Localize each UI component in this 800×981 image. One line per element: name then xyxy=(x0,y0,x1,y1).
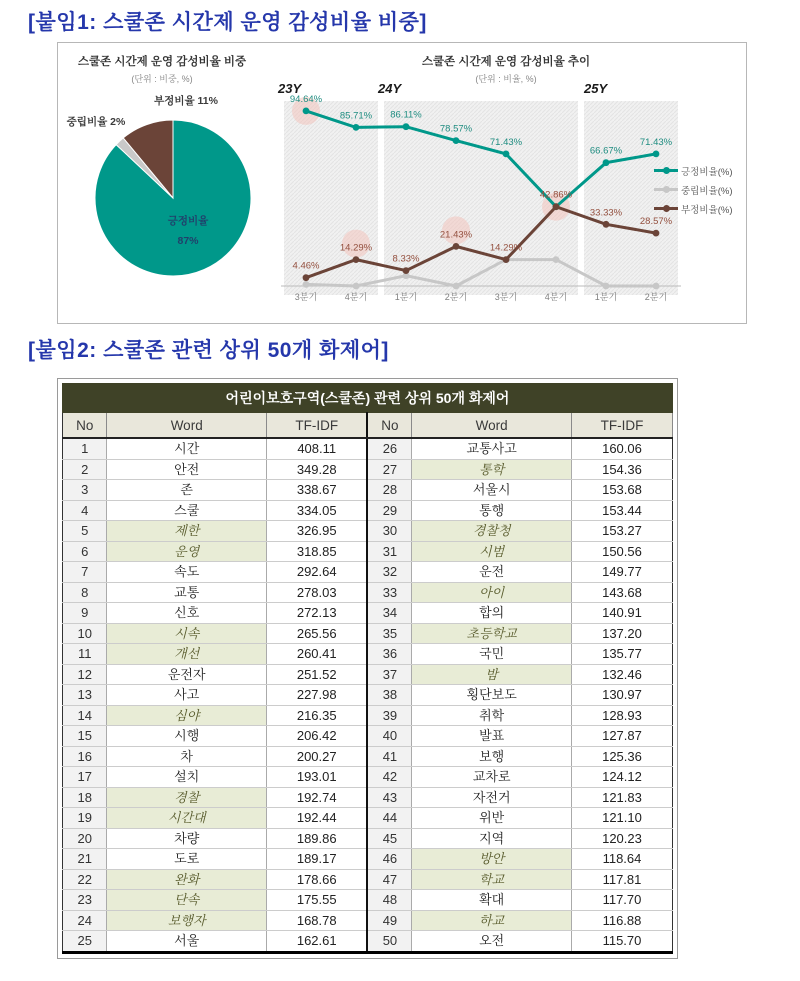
cell-tfidf: 116.88 xyxy=(571,910,672,931)
cell-tfidf: 272.13 xyxy=(266,603,367,624)
cell-tfidf: 153.27 xyxy=(571,521,672,542)
cell-word: 서울시 xyxy=(412,480,572,501)
cell-no: 11 xyxy=(63,644,107,665)
cell-no: 28 xyxy=(367,480,411,501)
cell-word: 시속 xyxy=(107,623,267,644)
cell-no: 1 xyxy=(63,438,107,459)
cell-tfidf: 260.41 xyxy=(266,644,367,665)
cell-tfidf: 150.56 xyxy=(571,541,672,562)
cell-no: 5 xyxy=(63,521,107,542)
cell-no: 45 xyxy=(367,828,411,849)
table-banner: 어린이보호구역(스쿨존) 관련 상위 50개 화제어 xyxy=(63,384,673,413)
keyword-table xyxy=(62,383,673,954)
cell-tfidf: 189.86 xyxy=(266,828,367,849)
col-header-tfidf-left: TF-IDF xyxy=(266,413,367,439)
pie-positive-label xyxy=(138,211,238,251)
cell-word: 교통 xyxy=(107,582,267,603)
cell-no: 2 xyxy=(63,459,107,480)
cell-word: 단속 xyxy=(107,890,267,911)
cell-word: 사고 xyxy=(107,685,267,706)
cell-no: 16 xyxy=(63,746,107,767)
svg-text:71.43%: 71.43% xyxy=(639,136,673,148)
cell-word: 운전자 xyxy=(107,664,267,685)
cell-tfidf: 160.06 xyxy=(571,438,672,459)
svg-text:42.86%: 42.86% xyxy=(539,189,573,201)
cell-tfidf: 216.35 xyxy=(266,705,367,726)
cell-tfidf: 193.01 xyxy=(266,767,367,788)
cell-no: 42 xyxy=(367,767,411,788)
cell-tfidf: 130.97 xyxy=(571,685,672,706)
cell-no: 33 xyxy=(367,582,411,603)
cell-no: 27 xyxy=(367,459,411,480)
cell-word: 자전거 xyxy=(412,787,572,808)
cell-tfidf: 292.64 xyxy=(266,562,367,583)
year-label-25y: 25Y xyxy=(584,81,608,96)
cell-word: 횡단보도 xyxy=(412,685,572,706)
legend-positive-label: 긍정비율(%) xyxy=(681,166,733,178)
cell-no: 36 xyxy=(367,644,411,665)
svg-text:4분기: 4분기 xyxy=(544,292,568,302)
cell-word: 국민 xyxy=(412,644,572,665)
svg-text:2분기: 2분기 xyxy=(444,292,468,302)
cell-no: 14 xyxy=(63,705,107,726)
table-row xyxy=(63,685,673,706)
table-row xyxy=(63,644,673,665)
cell-no: 26 xyxy=(367,438,411,459)
svg-text:66.67%: 66.67% xyxy=(589,145,623,157)
cell-tfidf: 153.68 xyxy=(571,480,672,501)
cell-tfidf: 120.23 xyxy=(571,828,672,849)
cell-word: 심야 xyxy=(107,705,267,726)
cell-no: 17 xyxy=(63,767,107,788)
cell-no: 34 xyxy=(367,603,411,624)
pie-neutral-label: 중립비율 2% xyxy=(66,116,126,128)
cell-tfidf: 118.64 xyxy=(571,849,672,870)
cell-word: 안전 xyxy=(107,459,267,480)
cell-word: 확대 xyxy=(412,890,572,911)
cell-tfidf: 189.17 xyxy=(266,849,367,870)
table-row xyxy=(63,869,673,890)
cell-tfidf: 265.56 xyxy=(266,623,367,644)
cell-tfidf: 132.46 xyxy=(571,664,672,685)
pie-negative-label: 부정비율 11% xyxy=(154,95,218,107)
cell-word: 신호 xyxy=(107,603,267,624)
svg-text:4분기: 4분기 xyxy=(344,292,368,302)
col-header-tfidf-right: TF-IDF xyxy=(571,413,672,439)
svg-text:85.71%: 85.71% xyxy=(339,110,373,122)
cell-word: 속도 xyxy=(107,562,267,583)
svg-text:3분기: 3분기 xyxy=(294,292,318,302)
cell-word: 오전 xyxy=(412,931,572,953)
cell-word: 운영 xyxy=(107,541,267,562)
cell-tfidf: 149.77 xyxy=(571,562,672,583)
table-row xyxy=(63,664,673,685)
table-row xyxy=(63,726,673,747)
cell-tfidf: 349.28 xyxy=(266,459,367,480)
cell-word: 완화 xyxy=(107,869,267,890)
cell-word: 경찰청 xyxy=(412,521,572,542)
cell-no: 10 xyxy=(63,623,107,644)
svg-text:33.33%: 33.33% xyxy=(589,207,623,219)
cell-no: 20 xyxy=(63,828,107,849)
cell-no: 3 xyxy=(63,480,107,501)
table-row xyxy=(63,828,673,849)
svg-text:8.33%: 8.33% xyxy=(392,253,420,265)
svg-text:71.43%: 71.43% xyxy=(489,136,523,148)
cell-word: 지역 xyxy=(412,828,572,849)
cell-no: 37 xyxy=(367,664,411,685)
cell-no: 41 xyxy=(367,746,411,767)
svg-text:86.11%: 86.11% xyxy=(390,109,422,121)
year-label-24y: 24Y xyxy=(378,81,402,96)
cell-no: 48 xyxy=(367,890,411,911)
table-row xyxy=(63,541,673,562)
cell-no: 31 xyxy=(367,541,411,562)
cell-word: 경찰 xyxy=(107,787,267,808)
cell-tfidf: 143.68 xyxy=(571,582,672,603)
cell-no: 6 xyxy=(63,541,107,562)
line-chart-section xyxy=(266,43,746,323)
cell-no: 25 xyxy=(63,931,107,953)
svg-text:1분기: 1분기 xyxy=(394,292,418,302)
cell-tfidf: 278.03 xyxy=(266,582,367,603)
cell-word: 초등학교 xyxy=(412,623,572,644)
cell-no: 21 xyxy=(63,849,107,870)
cell-no: 9 xyxy=(63,603,107,624)
table-row xyxy=(63,890,673,911)
cell-word: 교통사고 xyxy=(412,438,572,459)
cell-word: 차량 xyxy=(107,828,267,849)
cell-no: 18 xyxy=(63,787,107,808)
sentiment-chart-panel xyxy=(57,42,747,324)
pie-chart-section xyxy=(58,43,266,323)
cell-no: 24 xyxy=(63,910,107,931)
cell-tfidf: 227.98 xyxy=(266,685,367,706)
cell-tfidf: 125.36 xyxy=(571,746,672,767)
cell-tfidf: 153.44 xyxy=(571,500,672,521)
cell-tfidf: 140.91 xyxy=(571,603,672,624)
table-row xyxy=(63,459,673,480)
cell-no: 47 xyxy=(367,869,411,890)
cell-word: 취학 xyxy=(412,705,572,726)
legend-positive-line-icon xyxy=(654,169,678,172)
cell-no: 46 xyxy=(367,849,411,870)
cell-word: 발표 xyxy=(412,726,572,747)
cell-tfidf: 192.74 xyxy=(266,787,367,808)
svg-text:1분기: 1분기 xyxy=(594,292,618,302)
cell-no: 15 xyxy=(63,726,107,747)
keyword-table-body xyxy=(63,438,673,952)
col-header-no-left: No xyxy=(63,413,107,439)
legend-item-negative xyxy=(654,199,746,218)
line-chart xyxy=(266,93,706,313)
line-chart-title: 스쿨존 시간제 운영 감성비율 추이 xyxy=(421,56,591,68)
cell-tfidf: 124.12 xyxy=(571,767,672,788)
cell-no: 40 xyxy=(367,726,411,747)
cell-tfidf: 162.61 xyxy=(266,931,367,953)
cell-word: 통행 xyxy=(412,500,572,521)
svg-text:78.57%: 78.57% xyxy=(439,123,473,135)
cell-tfidf: 192.44 xyxy=(266,808,367,829)
cell-word: 보행 xyxy=(412,746,572,767)
keyword-table-panel xyxy=(57,378,678,959)
pie-chart-unit-label: (단위 : 비중, %) xyxy=(131,74,193,84)
svg-text:94.64%: 94.64% xyxy=(289,93,323,105)
cell-no: 13 xyxy=(63,685,107,706)
cell-tfidf: 127.87 xyxy=(571,726,672,747)
cell-word: 합의 xyxy=(412,603,572,624)
line-chart-plot xyxy=(281,94,681,302)
cell-tfidf: 135.77 xyxy=(571,644,672,665)
cell-tfidf: 154.36 xyxy=(571,459,672,480)
cell-tfidf: 408.11 xyxy=(266,438,367,459)
table-row xyxy=(63,787,673,808)
table-row xyxy=(63,603,673,624)
cell-tfidf: 137.20 xyxy=(571,623,672,644)
cell-word: 시행 xyxy=(107,726,267,747)
cell-word: 설치 xyxy=(107,767,267,788)
legend-neutral-label: 중립비율(%) xyxy=(681,185,733,197)
cell-no: 8 xyxy=(63,582,107,603)
cell-word: 밤 xyxy=(412,664,572,685)
legend-neutral-line-icon xyxy=(654,188,678,191)
cell-word: 서울 xyxy=(107,931,267,953)
cell-no: 29 xyxy=(367,500,411,521)
cell-tfidf: 121.83 xyxy=(571,787,672,808)
svg-text:2분기: 2분기 xyxy=(644,292,668,302)
pie-chart-title: 스쿨존 시간제 운영 감성비율 비중 xyxy=(77,56,247,68)
cell-tfidf: 121.10 xyxy=(571,808,672,829)
table-row xyxy=(63,480,673,501)
cell-no: 50 xyxy=(367,931,411,953)
col-header-word-left: Word xyxy=(107,413,267,439)
attachment2-title: [붙임2: 스쿨존 관련 상위 50개 화제어] xyxy=(28,339,389,362)
cell-word: 차 xyxy=(107,746,267,767)
pie-chart xyxy=(58,43,266,323)
cell-tfidf: 200.27 xyxy=(266,746,367,767)
legend-negative-line-icon xyxy=(654,207,678,210)
table-row xyxy=(63,910,673,931)
cell-tfidf: 175.55 xyxy=(266,890,367,911)
cell-word: 시범 xyxy=(412,541,572,562)
cell-word: 하교 xyxy=(412,910,572,931)
pie-positive-label-name: 긍정비율 xyxy=(167,215,209,227)
svg-text:4.46%: 4.46% xyxy=(292,260,320,272)
cell-word: 아이 xyxy=(412,582,572,603)
cell-word: 존 xyxy=(107,480,267,501)
table-row xyxy=(63,521,673,542)
cell-word: 보행자 xyxy=(107,910,267,931)
year-label-23y: 23Y xyxy=(278,81,302,96)
table-row xyxy=(63,931,673,953)
cell-tfidf: 206.42 xyxy=(266,726,367,747)
table-row xyxy=(63,500,673,521)
col-header-no-right: No xyxy=(367,413,411,439)
col-header-word-right: Word xyxy=(412,413,572,439)
cell-no: 7 xyxy=(63,562,107,583)
svg-text:28.57%: 28.57% xyxy=(639,216,673,228)
cell-word: 교차로 xyxy=(412,767,572,788)
cell-tfidf: 168.78 xyxy=(266,910,367,931)
cell-tfidf: 178.66 xyxy=(266,869,367,890)
cell-tfidf: 326.95 xyxy=(266,521,367,542)
cell-no: 43 xyxy=(367,787,411,808)
legend-negative-label: 부정비율(%) xyxy=(681,204,733,216)
cell-no: 19 xyxy=(63,808,107,829)
table-row xyxy=(63,582,673,603)
svg-text:3분기: 3분기 xyxy=(494,292,518,302)
cell-no: 44 xyxy=(367,808,411,829)
svg-text:14.29%: 14.29% xyxy=(489,242,523,254)
cell-tfidf: 334.05 xyxy=(266,500,367,521)
table-row xyxy=(63,623,673,644)
cell-tfidf: 115.70 xyxy=(571,931,672,953)
chart-legend xyxy=(654,161,746,218)
cell-word: 시간 xyxy=(107,438,267,459)
cell-no: 12 xyxy=(63,664,107,685)
cell-tfidf: 117.70 xyxy=(571,890,672,911)
table-row xyxy=(63,767,673,788)
table-row xyxy=(63,808,673,829)
cell-no: 4 xyxy=(63,500,107,521)
cell-tfidf: 128.93 xyxy=(571,705,672,726)
cell-word: 방안 xyxy=(412,849,572,870)
pie-positive-label-value: 87% xyxy=(177,235,199,247)
table-row xyxy=(63,849,673,870)
svg-text:14.29%: 14.29% xyxy=(339,242,373,254)
cell-tfidf: 117.81 xyxy=(571,869,672,890)
table-row xyxy=(63,562,673,583)
cell-no: 22 xyxy=(63,869,107,890)
cell-word: 통학 xyxy=(412,459,572,480)
cell-word: 도로 xyxy=(107,849,267,870)
cell-no: 35 xyxy=(367,623,411,644)
cell-tfidf: 318.85 xyxy=(266,541,367,562)
cell-no: 30 xyxy=(367,521,411,542)
svg-text:21.43%: 21.43% xyxy=(439,229,473,241)
table-row xyxy=(63,705,673,726)
line-chart-unit-label: (단위 : 비율, %) xyxy=(475,74,537,84)
table-row xyxy=(63,746,673,767)
cell-word: 개선 xyxy=(107,644,267,665)
cell-no: 23 xyxy=(63,890,107,911)
cell-word: 학교 xyxy=(412,869,572,890)
cell-word: 시간대 xyxy=(107,808,267,829)
cell-word: 스쿨 xyxy=(107,500,267,521)
cell-word: 제한 xyxy=(107,521,267,542)
attachment1-title: [붙임1: 스쿨존 시간제 운영 감성비율 비중] xyxy=(28,11,427,34)
cell-no: 39 xyxy=(367,705,411,726)
cell-word: 운전 xyxy=(412,562,572,583)
cell-no: 49 xyxy=(367,910,411,931)
cell-tfidf: 251.52 xyxy=(266,664,367,685)
cell-word: 위반 xyxy=(412,808,572,829)
cell-tfidf: 338.67 xyxy=(266,480,367,501)
cell-no: 32 xyxy=(367,562,411,583)
legend-item-neutral xyxy=(654,180,746,199)
cell-no: 38 xyxy=(367,685,411,706)
table-row xyxy=(63,438,673,459)
legend-item-positive xyxy=(654,161,746,180)
